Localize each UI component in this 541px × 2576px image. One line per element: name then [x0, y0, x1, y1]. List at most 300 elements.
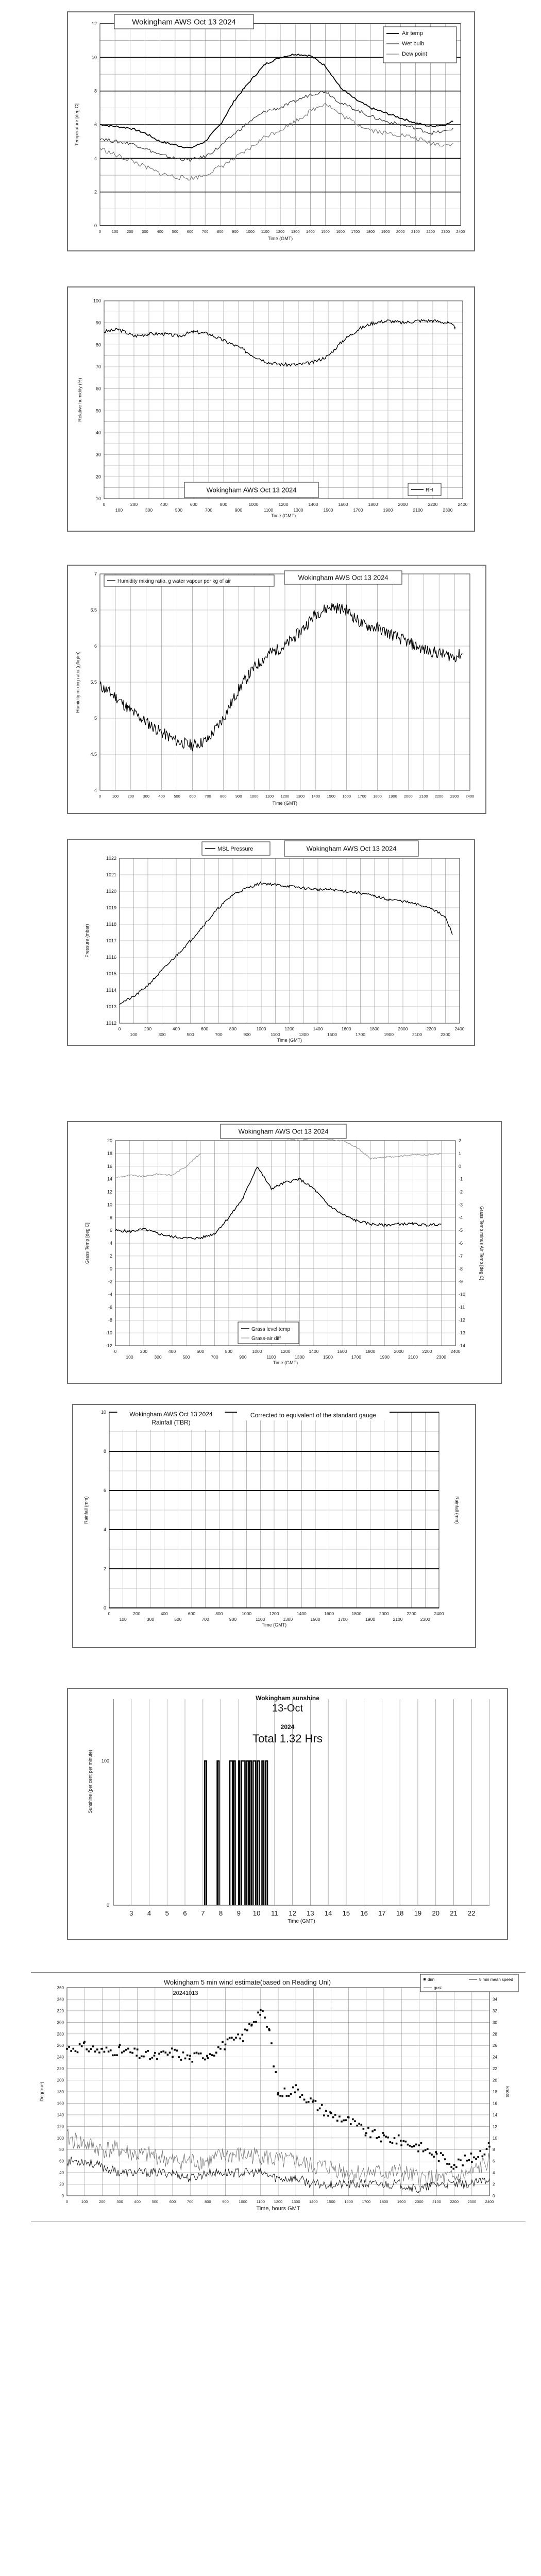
- x-tick-label: 2000: [403, 794, 413, 799]
- wind-direction-point: [257, 2011, 259, 2013]
- x-tick-label: 1200: [269, 1611, 279, 1616]
- wind-direction-point: [429, 2153, 431, 2155]
- wind-direction-point: [275, 2071, 277, 2073]
- x-tick-label: 100: [81, 2199, 88, 2204]
- wind-direction-point: [73, 2048, 75, 2050]
- x-tick-label: 900: [235, 794, 242, 799]
- x-tick-label: 2300: [441, 1032, 450, 1037]
- x-tick-label: 600: [200, 1026, 209, 1031]
- x-tick-label: 1400: [306, 229, 315, 234]
- wind-direction-point: [104, 2051, 106, 2053]
- y-tick-label: 180: [57, 2090, 64, 2094]
- y-tick-label-right: -14: [459, 1343, 466, 1348]
- wind-direction-point: [242, 2033, 244, 2036]
- wind-direction-point: [154, 2052, 156, 2054]
- y-tick-label: 200: [57, 2078, 64, 2083]
- wind-direction-point: [169, 2052, 171, 2054]
- wind-direction-point: [204, 2059, 206, 2061]
- wind-direction-point: [143, 2056, 145, 2058]
- y-tick-label-right: 22: [493, 2066, 497, 2072]
- x-tick-label: 1500: [310, 1617, 320, 1622]
- x-tick-label: 400: [157, 229, 163, 234]
- wind-direction-point: [407, 2144, 409, 2146]
- y-tick-label: 2: [94, 189, 97, 195]
- y-tick-label-right: -13: [459, 1330, 466, 1336]
- x-tick-label: 2100: [412, 1032, 422, 1037]
- wind-direction-point: [484, 2154, 486, 2156]
- y-axis-label-right: knots: [505, 2086, 510, 2097]
- x-tick-label: 2400: [456, 229, 465, 234]
- wind-direction-point: [398, 2134, 400, 2137]
- x-tick-label: 1200: [280, 1349, 291, 1354]
- wind-direction-point: [81, 2045, 83, 2047]
- x-tick-label: 600: [187, 229, 194, 234]
- x-tick-label: 500: [174, 1617, 182, 1622]
- legend-label: Grass level temp: [251, 1327, 291, 1332]
- wind-direction-point: [306, 2102, 308, 2104]
- wind-direction-point: [477, 2156, 479, 2158]
- wind-direction-point: [400, 2140, 402, 2142]
- y-tick-label-right: 26: [493, 2043, 497, 2048]
- wind-direction-point: [92, 2045, 94, 2047]
- x-tick-label: 400: [134, 2199, 141, 2204]
- wind-direction-point: [390, 2141, 392, 2143]
- wind-direction-point: [213, 2055, 215, 2057]
- sunshine-bar: [230, 1761, 232, 1905]
- wind-direction-point: [206, 2055, 208, 2057]
- chart-year: 2024: [280, 1723, 295, 1731]
- chart-date: 20241013: [173, 1990, 198, 1996]
- wind-direction-point: [438, 2160, 440, 2162]
- x-axis-label: Time (GMT): [267, 236, 293, 241]
- wind-direction-point: [136, 2055, 138, 2057]
- x-tick-label: 1700: [337, 1617, 348, 1622]
- wind-direction-point: [260, 2009, 262, 2011]
- x-tick-label: 2200: [426, 229, 435, 234]
- y-axis-label: Rainfall (mm): [83, 1496, 89, 1524]
- chart-title: Wokingham AWS Oct 13 2024: [206, 486, 297, 494]
- chart-subtitle: Rainfall (TBR): [151, 1419, 191, 1426]
- wind-direction-point: [66, 2048, 68, 2050]
- wind-direction-point: [470, 2153, 472, 2155]
- y-tick-label-right: 18: [493, 2090, 497, 2094]
- series-line-wet-bulb: [100, 91, 453, 162]
- x-tick-label: 400: [160, 502, 168, 507]
- y-tick-label-right: -1: [459, 1176, 463, 1182]
- chart-note: Corrected to equivalent of the standard gauge: [250, 1412, 377, 1419]
- wind-direction-point: [471, 2161, 473, 2163]
- wind-direction-point: [217, 2046, 219, 2048]
- y-tick-label: 240: [57, 2055, 64, 2060]
- y-tick-label-right: 2: [459, 1138, 462, 1143]
- pressure-chart-svg: [68, 840, 474, 1045]
- y-tick-label: 12: [107, 1189, 112, 1195]
- x-tick-label: 11: [271, 1909, 278, 1917]
- wind-direction-point: [290, 2093, 292, 2095]
- y-axis-label: Relative humidity (%): [77, 378, 82, 422]
- x-tick-label: 1900: [384, 1032, 394, 1037]
- y-tick-label-right: 34: [493, 1997, 497, 2002]
- x-tick-label: 16: [360, 1909, 368, 1917]
- x-tick-label: 2400: [450, 1349, 461, 1354]
- y-tick-label: 5.5: [90, 680, 97, 685]
- y-tick-label: 160: [57, 2101, 64, 2106]
- wind-direction-point: [371, 2130, 374, 2132]
- wind-direction-point: [189, 2058, 191, 2060]
- wind-direction-point: [246, 2029, 248, 2031]
- rainfall-chart: [72, 1404, 476, 1648]
- wind-direction-point: [194, 2053, 196, 2055]
- wind-direction-point: [182, 2052, 184, 2054]
- x-tick-label: 600: [169, 2199, 176, 2204]
- series-line-air-temp: [100, 54, 453, 148]
- wind-direction-point: [112, 2055, 114, 2057]
- wind-direction-point: [325, 2110, 327, 2112]
- y-tick-label-right: 0: [459, 1163, 462, 1169]
- x-tick-label: 400: [172, 1026, 180, 1031]
- wind-direction-point: [387, 2137, 389, 2139]
- y-tick-label-right: 1: [459, 1150, 462, 1156]
- x-tick-label: 13: [307, 1909, 314, 1917]
- legend-label: Dew point: [402, 51, 427, 57]
- wind-direction-point: [266, 2026, 268, 2028]
- series-line-grass-air-diff: [285, 1137, 442, 1159]
- wind-direction-point: [380, 2141, 382, 2143]
- wind-direction-point: [330, 2112, 332, 2114]
- x-tick-label: 1000: [256, 1026, 266, 1031]
- wind-direction-point: [323, 2114, 325, 2116]
- wind-direction-point: [317, 2109, 319, 2111]
- wind-direction-point: [284, 2088, 286, 2090]
- y-tick-label: 80: [95, 342, 101, 348]
- wind-direction-point: [215, 2052, 217, 2054]
- y-tick-label: 120: [57, 2124, 64, 2129]
- y-tick-label-right: 24: [493, 2055, 497, 2060]
- wind-direction-point: [345, 2119, 347, 2121]
- y-tick-label: 280: [57, 2031, 64, 2037]
- x-tick-label: 500: [175, 507, 183, 513]
- wind-direction-point: [114, 2054, 116, 2056]
- x-tick-label: 1700: [362, 2199, 371, 2204]
- wind-direction-point: [137, 2048, 139, 2050]
- wind-direction-point: [209, 2053, 211, 2055]
- x-tick-label: 900: [234, 507, 243, 513]
- sunshine-bar: [242, 1761, 245, 1905]
- wind-direction-point: [460, 2159, 462, 2161]
- wind-direction-point: [383, 2134, 385, 2137]
- x-tick-label: 2100: [419, 794, 428, 799]
- wind-direction-point: [147, 2050, 149, 2052]
- wind-direction-point: [286, 2095, 288, 2097]
- x-tick-label: 2000: [414, 2199, 424, 2204]
- wind-direction-point: [184, 2058, 187, 2060]
- x-tick-label: 18: [396, 1909, 404, 1917]
- series-line-dew-point: [100, 103, 453, 180]
- wind-direction-point: [360, 2124, 362, 2126]
- y-tick-label: 1022: [106, 856, 116, 861]
- wind-direction-point: [118, 2046, 120, 2048]
- x-tick-label: 800: [217, 229, 224, 234]
- x-tick-label: 500: [151, 2199, 159, 2204]
- x-tick-label: 0: [98, 229, 102, 234]
- sunshine-bar: [247, 1761, 248, 1905]
- y-tick-label: 6.5: [90, 607, 97, 613]
- wind-direction-point: [339, 2115, 341, 2117]
- wind-direction-point: [413, 2145, 415, 2147]
- y-tick-label: -10: [105, 1330, 112, 1336]
- wind-direction-point: [446, 2163, 448, 2165]
- legend-swatch: [424, 1978, 426, 1980]
- wind-direction-point: [242, 2040, 244, 2042]
- x-tick-label: 300: [145, 507, 153, 513]
- wind-direction-point: [418, 2144, 420, 2146]
- wind-direction-point: [106, 2047, 108, 2049]
- x-tick-label: 200: [130, 502, 138, 507]
- y-tick-label: 100: [93, 298, 101, 303]
- x-tick-label: 600: [196, 1349, 205, 1354]
- wind-direction-point: [102, 2048, 104, 2050]
- y-tick-label: -8: [108, 1317, 112, 1323]
- wind-direction-point: [253, 2021, 255, 2023]
- y-tick-label: 7: [94, 571, 97, 577]
- x-tick-label: 500: [182, 1354, 190, 1360]
- legend-label: Air temp: [402, 30, 423, 37]
- x-tick-label: 1800: [351, 1611, 362, 1616]
- wind-direction-point: [167, 2054, 169, 2056]
- wind-direction-point: [374, 2129, 376, 2131]
- wind-direction-point: [231, 2037, 233, 2039]
- x-tick-label: 2400: [458, 502, 468, 507]
- x-tick-label: 800: [219, 502, 228, 507]
- wind-direction-point: [225, 2044, 227, 2046]
- grass-temp-chart: [67, 1121, 502, 1384]
- x-tick-label: 2200: [422, 1349, 432, 1354]
- x-tick-label: 0: [114, 1349, 117, 1354]
- legend-label: Grass-air diff: [251, 1336, 281, 1342]
- wind-direction-point: [219, 2048, 222, 2050]
- wind-direction-point: [151, 2057, 154, 2059]
- x-tick-label: 100: [119, 1617, 127, 1622]
- x-tick-label: 1400: [308, 502, 318, 507]
- y-axis-label: Sunshine (per cent per minute): [88, 1750, 93, 1814]
- wind-direction-point: [162, 2050, 164, 2053]
- wind-direction-point: [244, 2028, 246, 2030]
- wind-direction-point: [281, 2095, 283, 2097]
- x-tick-label: 8: [218, 1909, 223, 1917]
- y-tick-label-right: 12: [493, 2124, 497, 2129]
- x-axis-label: Time, hours GMT: [256, 2206, 300, 2212]
- y-tick-label: 14: [107, 1176, 112, 1182]
- x-tick-label: 0: [108, 1611, 111, 1616]
- wind-direction-point: [141, 2055, 143, 2057]
- wind-direction-point: [327, 2115, 329, 2117]
- wind-direction-point: [310, 2097, 312, 2099]
- wind-direction-point: [207, 2057, 209, 2059]
- mixing-ratio-chart: [67, 565, 486, 814]
- wind-direction-point: [255, 2021, 257, 2023]
- wind-direction-point: [488, 2142, 490, 2144]
- wind-direction-point: [121, 2052, 123, 2054]
- wind-direction-point: [268, 2029, 270, 2031]
- x-tick-label: 1200: [276, 229, 285, 234]
- wind-direction-point: [262, 2010, 264, 2012]
- y-tick-label-right: -7: [459, 1253, 463, 1259]
- x-tick-label: 200: [127, 794, 134, 799]
- wind-direction-point: [367, 2127, 369, 2129]
- y-tick-label-right: -9: [459, 1279, 463, 1284]
- x-tick-label: 2300: [420, 1617, 430, 1622]
- legend-label: dirn: [428, 1977, 435, 1982]
- wind-direction-point: [417, 2150, 419, 2153]
- y-axis-label: Deg(true): [39, 2081, 44, 2102]
- y-tick-label: 2: [103, 1566, 106, 1571]
- x-tick-label: 1700: [358, 794, 366, 799]
- temperature-chart-svg: [68, 12, 474, 250]
- sunshine-chart-svg: [68, 1689, 507, 1939]
- y-tick-label-right: -11: [459, 1304, 465, 1310]
- wind-direction-point: [145, 2051, 147, 2053]
- y-tick-label: 6: [109, 1228, 112, 1233]
- x-tick-label: 0: [118, 1026, 121, 1031]
- x-tick-label: 800: [220, 794, 227, 799]
- x-tick-label: 1300: [299, 1032, 309, 1037]
- wind-direction-point: [343, 2120, 345, 2122]
- y-tick-label: 90: [95, 320, 101, 326]
- wind-direction-point: [356, 2125, 358, 2127]
- wind-direction-point: [123, 2050, 125, 2053]
- x-tick-label: 1100: [256, 2199, 265, 2204]
- y-axis-label-right: Grass Temp minus Air Temp [deg C]: [479, 1206, 484, 1280]
- x-tick-label: 600: [190, 502, 198, 507]
- wind-direction-point: [405, 2141, 407, 2143]
- y-tick-label: 80: [59, 2147, 64, 2153]
- x-tick-label: 1300: [283, 1617, 293, 1622]
- wind-direction-point: [308, 2101, 310, 2103]
- y-tick-label: 1017: [106, 938, 116, 943]
- wind-direction-point: [110, 2049, 112, 2052]
- x-tick-label: 7: [201, 1909, 205, 1917]
- y-tick-label: 1015: [106, 971, 116, 976]
- wind-direction-point: [363, 2128, 365, 2130]
- wind-direction-point: [427, 2148, 429, 2150]
- x-tick-label: 4: [147, 1909, 151, 1917]
- x-tick-label: 2400: [465, 794, 475, 799]
- y-tick-label: 16: [107, 1163, 112, 1169]
- wind-direction-point: [198, 2053, 200, 2055]
- wind-direction-point: [319, 2108, 321, 2110]
- wind-direction-point: [178, 2056, 180, 2058]
- wind-direction-point: [365, 2132, 367, 2134]
- wind-direction-point: [431, 2154, 433, 2156]
- y-tick-label-right: 4: [493, 2171, 495, 2176]
- y-tick-label: 100: [101, 1758, 109, 1764]
- wind-direction-point: [229, 2037, 231, 2039]
- x-tick-label: 200: [133, 1611, 141, 1616]
- wind-direction-point: [315, 2100, 317, 2102]
- y-tick-label: 10: [107, 1202, 112, 1208]
- x-tick-label: 22: [468, 1909, 476, 1917]
- x-tick-label: 1200: [280, 794, 290, 799]
- y-tick-label-right: -8: [459, 1266, 463, 1272]
- wind-direction-point: [187, 2055, 189, 2057]
- wind-direction-point: [264, 2016, 266, 2019]
- x-tick-label: 1700: [356, 1032, 365, 1037]
- wind-chart-top-rule: [31, 1972, 526, 1973]
- wind-direction-point: [158, 2053, 160, 2055]
- x-tick-label: 300: [146, 1617, 155, 1622]
- y-axis-label: Pressure (mbar): [84, 924, 90, 958]
- x-tick-label: 2200: [450, 2199, 459, 2204]
- wind-direction-point: [433, 2156, 435, 2158]
- x-tick-label: 800: [225, 1349, 233, 1354]
- y-tick-label-right: 30: [493, 2020, 497, 2025]
- x-axis-label: Time (GMT): [261, 1622, 287, 1628]
- x-tick-label: 1000: [242, 1611, 252, 1616]
- x-tick-label: 1000: [252, 1349, 262, 1354]
- y-tick-label-right: 16: [493, 2101, 497, 2106]
- wind-direction-point: [334, 2114, 336, 2116]
- x-tick-label: 1600: [338, 502, 348, 507]
- chart-title: Wokingham sunshine: [256, 1694, 319, 1702]
- x-tick-label: 2000: [394, 1349, 404, 1354]
- x-tick-label: 5: [165, 1909, 169, 1917]
- x-tick-label: 700: [205, 507, 213, 513]
- legend-label: RH: [426, 487, 433, 493]
- wind-direction-point: [440, 2152, 442, 2154]
- rainfall-chart-svg: [73, 1405, 475, 1647]
- y-tick-label: -6: [108, 1304, 112, 1310]
- x-tick-label: 20: [432, 1909, 439, 1917]
- wind-direction-point: [341, 2121, 343, 2123]
- y-axis-label: Humidity mixing ratio (g/kg/m): [75, 651, 80, 713]
- sunshine-bar: [265, 1761, 267, 1905]
- wind-direction-point: [70, 2050, 72, 2052]
- x-tick-label: 900: [229, 1617, 237, 1622]
- x-tick-label: 2400: [454, 1026, 465, 1031]
- x-tick-label: 1900: [381, 229, 390, 234]
- y-tick-label: 1018: [106, 922, 116, 927]
- x-tick-label: 100: [112, 794, 119, 799]
- x-tick-label: 1600: [324, 1611, 334, 1616]
- sunshine-bar: [217, 1761, 219, 1905]
- x-tick-label: 3: [129, 1909, 133, 1917]
- wind-direction-point: [127, 2048, 129, 2050]
- wind-direction-point: [98, 2052, 100, 2054]
- humidity-chart: [67, 286, 475, 532]
- y-axis-label: Temperature [deg C]: [74, 103, 79, 146]
- chart-title: Wokingham 5 min wind estimate(based on Reading Uni): [163, 1978, 331, 1986]
- x-tick-label: 1000: [246, 229, 255, 234]
- wind-direction-point: [482, 2156, 484, 2158]
- wind-direction-point: [411, 2146, 413, 2148]
- wind-direction-point: [358, 2123, 360, 2125]
- legend-label: Wet bulb: [402, 41, 425, 47]
- y-tick-label: 0: [61, 2194, 64, 2198]
- y-tick-label: 40: [59, 2171, 64, 2176]
- wind-direction-point: [422, 2150, 425, 2153]
- x-tick-label: 2100: [432, 2199, 441, 2204]
- wind-direction-point: [239, 2038, 241, 2040]
- temperature-chart: [67, 11, 475, 251]
- wind-direction-point: [154, 2055, 156, 2057]
- x-tick-label: 1000: [239, 2199, 248, 2204]
- wind-direction-point: [376, 2137, 378, 2139]
- x-axis-label: Time (GMT): [270, 513, 296, 518]
- x-tick-label: 700: [201, 229, 209, 234]
- y-tick-label: 0: [109, 1266, 112, 1272]
- y-tick-label: 1020: [106, 889, 116, 894]
- wind-direction-point: [488, 2146, 491, 2148]
